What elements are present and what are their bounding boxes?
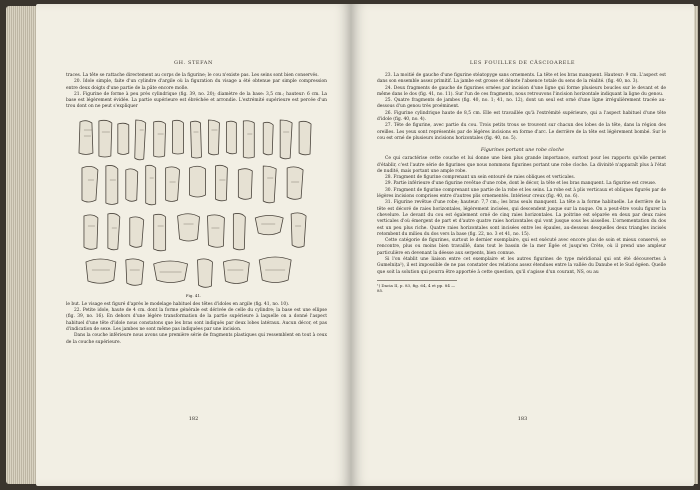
- right-text-b: [377, 156, 666, 276]
- left-paragraph: traces. La tête se rattache directement au corps de la figurine; le cou n'existe pas. Les seins sont bien conservés.: [66, 73, 319, 78]
- section-title: Figurines portant une robe cloche: [480, 148, 565, 154]
- left-page-number: 182: [188, 416, 199, 422]
- figure-caption: Fig. 41.: [185, 292, 202, 298]
- left-paragraph: le but. Le visage est figuré d'après le modelage habituel des têtes d'idoles en argile (fig. 41, no. 10).: [66, 301, 290, 307]
- right-paragraph: Cette catégorie de figurines, surtout le dernier exemplaire, qui est exécuté avec encore plus de soin et mieux conservé, se rencontre, plus ou moins bien travaillé, dans tout le bassin de la mer Égée et jusqu'en Crète, où il prend une ampleur particulière en devenant la déesse aux serpents, bien connue.: [377, 238, 666, 256]
- left-text-bottom: [66, 302, 327, 346]
- figure-plate: [74, 116, 323, 292]
- right-paragraph: 30. Fragment de figurine comprenant une partie de la robe et les seins. La robe est à plis verticaux et obliques figurés par de légères incisions comprises entre d'autres plis ornementés. Intérieur creux (fig. 40, no. 6).: [377, 187, 666, 200]
- right-paragraph: 31. Figurine revêtue d'une robe; hauteur: 7,7 cm.; les bras seuls manquent. La tête a la forme habituelle. Le derrière de la tête est décoré de raies horizontales, légèrement incisées, qui descendent jusque sur la nuque. On a peut-être voulu figurer la chevelure. Le devant du cou est également orné de cinq raies horizontales. La poitrine est séparée en deux par deux raies verticales d'où émergent de part et d'autre quatre raies horizontales qui vont jusque sous les aisselles. L'ornementation du dos est un peu plus riche. Quatre raies horizontales sont incisées entre les épaules, au-dessous desquelles deux triangles incisés retombent du milieu du dos vers la base (fig. 22, no. 3 et 41, no. 15).: [377, 200, 666, 237]
- right-page: [351, 4, 694, 486]
- right-paragraph: Si l'on établit une liaison entre cet exemplaire et les autres figurines de type méridional qui ont été découvertes à Gumelnița¹), il est impossible de ne pas constater des relations assez étendues entre la vallée du Danube et le Sud égéen. Quelle que soit la solution qui pourra être apportée à cette question, qu'il s'agisse d'un courant, NS, ou au: [377, 257, 666, 275]
- right-paragraph: 24. Deux fragments de gauche de figurines ornées par incision d'une ligne qui forme plusieurs boucles sur le devant et de même dans le dos (fig. 41, no. 11). Sur l'un de ces fragments, nous retrouvons l'incision horizontale indiquant la ligne du genou.: [377, 85, 666, 97]
- right-paragraph: 28. Fragment de figurine comprenant un sein entouré de raies obliques et verticales.: [385, 175, 576, 181]
- right-running-header: LES FOUILLES DE CĂSCIOARELE: [469, 60, 576, 66]
- page-edges-right: [694, 6, 698, 484]
- right-paragraph: 27. Tête de figurine, avec partie du cou. Trois petits trous se trouvent sur chacun des lobes de la tête, dans la région des oreilles. Les yeux sont représentés par de légères incisions en forme d'arc. Le derrière de la tête est légèrement bombé. Sur le cou est orné de plusieurs incisions horizontales (fig. 40, no. 5).: [377, 123, 666, 141]
- figurine-drawings: [74, 116, 323, 292]
- right-page-number: 183: [517, 416, 528, 422]
- right-paragraph: 29. Partie inférieure d'une figurine revêtue d'une robe, dont le décor, la tête et les bras manquent. La figurine est creuse.: [385, 181, 657, 187]
- left-paragraph: 21. Figurine de forme à peu près cylindrique (fig. 39, no. 20); diamètre de la base: 3,5 cm.; hauteur: 6 cm. La base est légèrement évidée. La partie supérieure est ébréchée et arrondie. L'extrémité supérieure est percée d'un trou dont on ne peut s'expliquer: [66, 91, 327, 110]
- right-paragraph: 25. Quatre fragments de jambes (fig. 40, no. 1; 41, no. 12), dont un seul est orné d'une ligne irrégulièrement tracée au-dessous d'un genou très proéminent.: [377, 98, 666, 110]
- page-edges-left: [6, 6, 36, 484]
- left-paragraph: Dans la couche inférieure nous avons une première série de fragments plastiques qui ressemblent en tout à ceux de la couche supérieure.: [66, 333, 327, 345]
- left-text-top: [66, 73, 327, 111]
- left-paragraph: 22. Petite idole, haute de 4 cm. dont la forme générale est dérivée de celle du cylindre; la base est une ellipse (fig. 39, no. 16). En dehors d'une légère transformation de la partie supérieure à laquelle on a donné l'aspect habituel d'une tête d'idole nous constatons que les bras sont indiqués par deux lobes latéraux. Aucun décor, et pas d'indication de sexe. Les jambes ne sont même pas indiquées par une incision.: [66, 308, 327, 332]
- right-text-a: [377, 73, 666, 142]
- right-paragraph: 23. La moitié de gauche d'une figurine stéatopyge sans ornements. La tête et les bras manquent. Hauteur: 9 cm. L'aspect est dans son ensemble assez primitif. La jambe est grosse et dénote l'absence totale du sens de la réalité. (fig. 40, no. 3).: [377, 73, 666, 85]
- right-paragraph: 26. Figurine cylindrique haute de 8,5 cm. Elle est travaillée qu'à l'extrémité supérieure, qui a l'aspect habituel d'une tête d'idole (fig. 40, no. 4).: [377, 110, 666, 123]
- left-running-header: GH. STEFAN: [174, 60, 213, 66]
- left-paragraph: 20. Idole simple, faite d'un cylindre d'argile où la figuration du visage a été obtenue par simple compression entre deux doigts d'une partie de la pâte encore molle.: [66, 79, 327, 91]
- right-paragraph: Ce qui caractérise cette couche et lui donne une bien plus grande importance, surtout pour les rapports qu'elle permet d'établir, c'est l'autre série de figurines que nous nommons figurines portant une robe cloche. La divinité n'apparaît plus à l'état de nudité, mais portant une ample robe.: [377, 156, 666, 174]
- left-page: [36, 4, 351, 486]
- footnote: ¹) Dacia II, p. 83, fig. 64, 4 et pp. 84 — 85.: [377, 280, 457, 294]
